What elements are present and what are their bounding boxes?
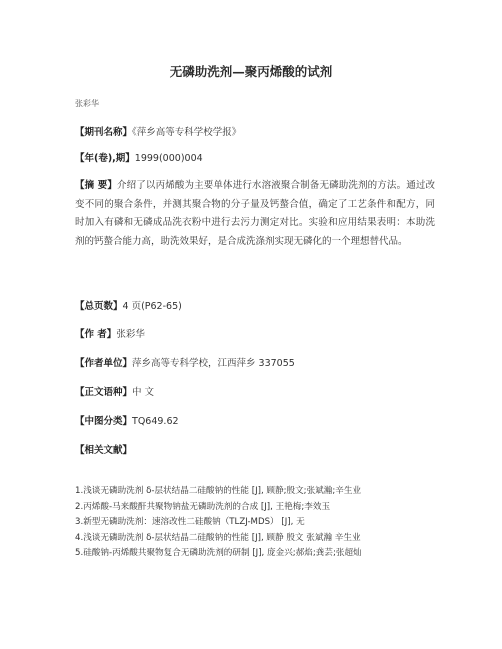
year-issue-label: 【年(卷),期】 — [75, 153, 135, 164]
affiliation-value: 萍乡高等专科学校，江西萍乡 337055 — [132, 358, 295, 369]
language-label: 【正文语种】 — [75, 387, 133, 398]
document-title: 无磷助洗剂—聚丙烯酸的试剂 — [169, 64, 333, 79]
language-value: 中 文 — [132, 387, 155, 398]
pages-label: 【总页数】 — [75, 301, 123, 312]
related-label: 【相关文献】 — [75, 445, 133, 456]
reference-list — [75, 484, 445, 562]
year-issue-value: 1999(000)004 — [134, 153, 203, 164]
related-heading — [75, 442, 435, 461]
abstract-label: 【摘 要】 — [75, 180, 118, 191]
year-issue-field — [75, 150, 435, 169]
journal-value: 《萍乡高等专科学校学报》 — [132, 127, 242, 138]
author-value: 张彩华 — [116, 329, 145, 340]
reference-item[interactable]: 5.硅酸钠-丙烯酸共聚物复合无磷助洗剂的研制 [J], 庞金兴;郝焰;龚芸;张超灿 — [75, 548, 362, 558]
classification-label: 【中图分类】 — [75, 416, 133, 427]
pages-value: 4 页(P62-65) — [122, 301, 182, 312]
pages-field — [75, 298, 435, 317]
abstract-field — [75, 177, 435, 251]
reference-item[interactable]: 2.丙烯酸-马来酸酐共聚物钠盐无磷助洗剂的合成 [J], 王艳梅;李效玉 — [75, 501, 331, 512]
affiliation-field — [75, 355, 435, 374]
affiliation-label: 【作者单位】 — [75, 358, 133, 369]
reference-item[interactable]: 1.浅谈无磷助洗剂 δ-层状结晶二硅酸钠的性能 [J], 顾静;殷文;张斌瀚;辛生业 — [75, 486, 362, 496]
reference-item[interactable]: 3.新型无磷助洗剂：速溶改性二硅酸钠（TLZJ-MDS） [J], 无 — [75, 517, 305, 527]
author-field — [75, 326, 435, 345]
journal-label: 【期刊名称】 — [75, 127, 133, 138]
classification-field — [75, 413, 435, 432]
classification-value: TQ649.62 — [132, 416, 179, 427]
language-field — [75, 384, 435, 403]
author-label: 【作 者】 — [75, 329, 117, 340]
abstract-value: 介绍了以丙烯酸为主要单体进行水溶液聚合制备无磷助洗剂的方法。通过改变不同的聚合条件，并测其聚合物的分子量及钙螯合值，确定了工艺条件和配方，同时加入有磷和无磷成品洗衣粉中进行去污力测定对比。实验和应用结果表明：本助洗剂的钙螯合能力高，助洗效果好，是合成洗涤剂实现无磷化的一个理想替代品。 — [75, 180, 435, 247]
header-author: 张彩华 — [75, 99, 99, 108]
reference-item[interactable]: 4.浅谈无磷助洗剂 δ-层状结晶二硅酸钠的性能 [J], 顾静 殷文 张斌瀚 辛生业 — [75, 532, 361, 543]
journal-field — [75, 124, 435, 143]
